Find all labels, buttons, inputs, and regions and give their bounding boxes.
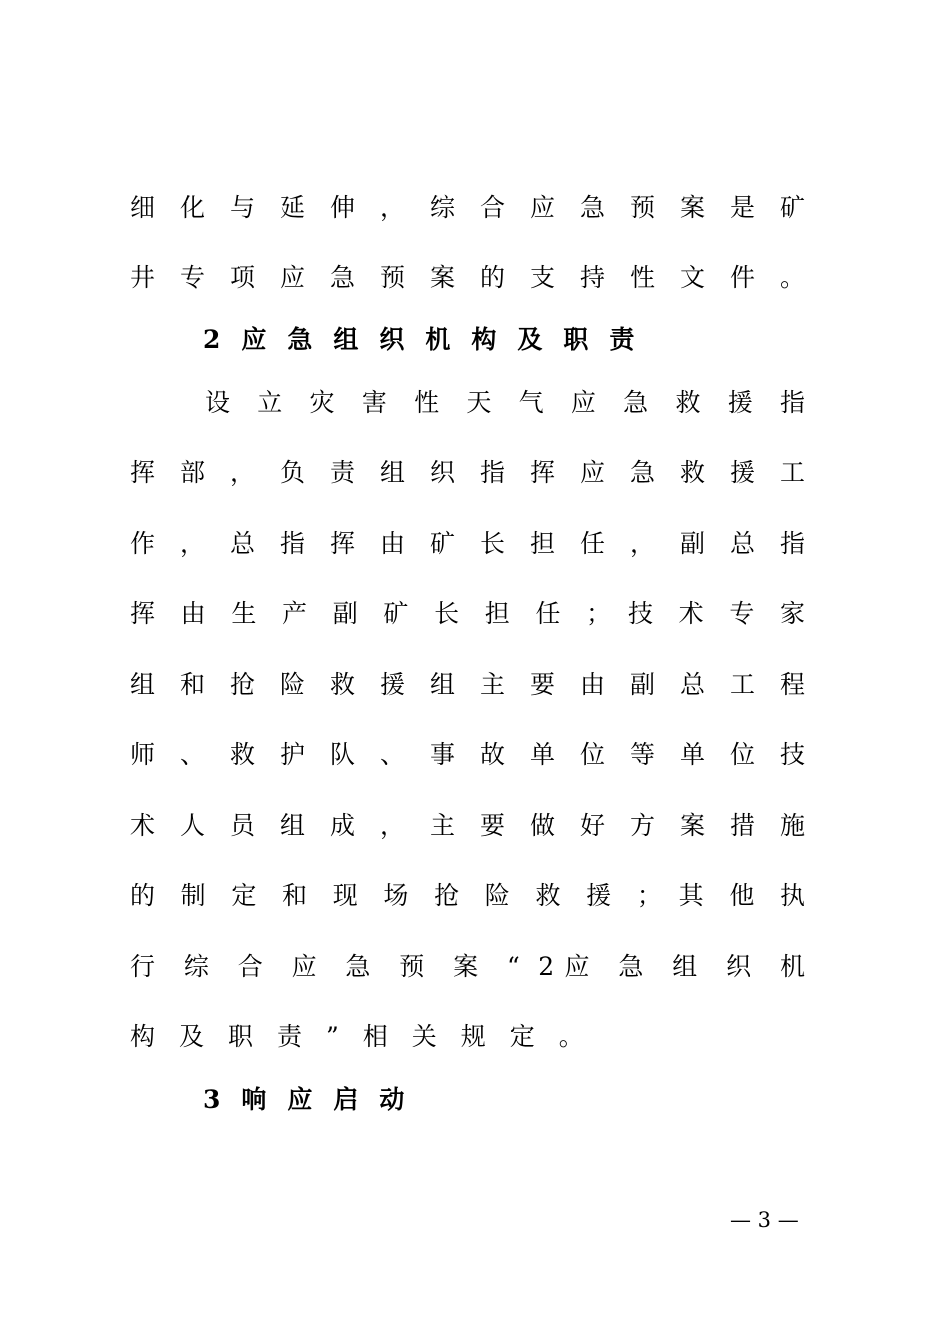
- body-text-line: 术 人 员 组 成 ， 主 要 做 好 方 案 措 施: [130, 811, 805, 840]
- body-text-line: 井 专 项 应 急 预 案 的 支 持 性 文 件 。: [130, 263, 805, 292]
- body-text-line: 挥 部 ， 负 责 组 织 指 挥 应 急 救 援 工: [130, 458, 805, 487]
- body-text-line: 细 化 与 延 伸 ， 综 合 应 急 预 案 是 矿: [130, 193, 805, 222]
- section-heading-2: 2应急组织机构及职责: [203, 325, 656, 354]
- body-text-line: 组 和 抢 险 救 援 组 主 要 由 副 总 工 程: [130, 670, 805, 699]
- body-text-line: 的 制 定 和 现 场 抢 险 救 援 ； 其 他 执: [130, 881, 805, 910]
- body-text-line: 挥 由 生 产 副 矿 长 担 任 ； 技 术 专 家: [130, 599, 805, 628]
- body-text-line: 作 ， 总 指 挥 由 矿 长 担 任 ， 副 总 指: [130, 529, 805, 558]
- body-text-line: 师 、 救 护 队 、 事 故 单 位 等 单 位 技: [130, 740, 805, 769]
- body-text-line: 构及职责”相关规定。: [130, 1022, 608, 1051]
- body-text-line: 行 综 合 应 急 预 案 “ 2应 急 组 织 机: [130, 952, 805, 981]
- body-text-line: 设 立 灾 害 性 天 气 应 急 救 援 指: [205, 388, 805, 417]
- section-heading-3: 3响应启动: [203, 1085, 426, 1114]
- page-number: — 3 —: [730, 1208, 799, 1232]
